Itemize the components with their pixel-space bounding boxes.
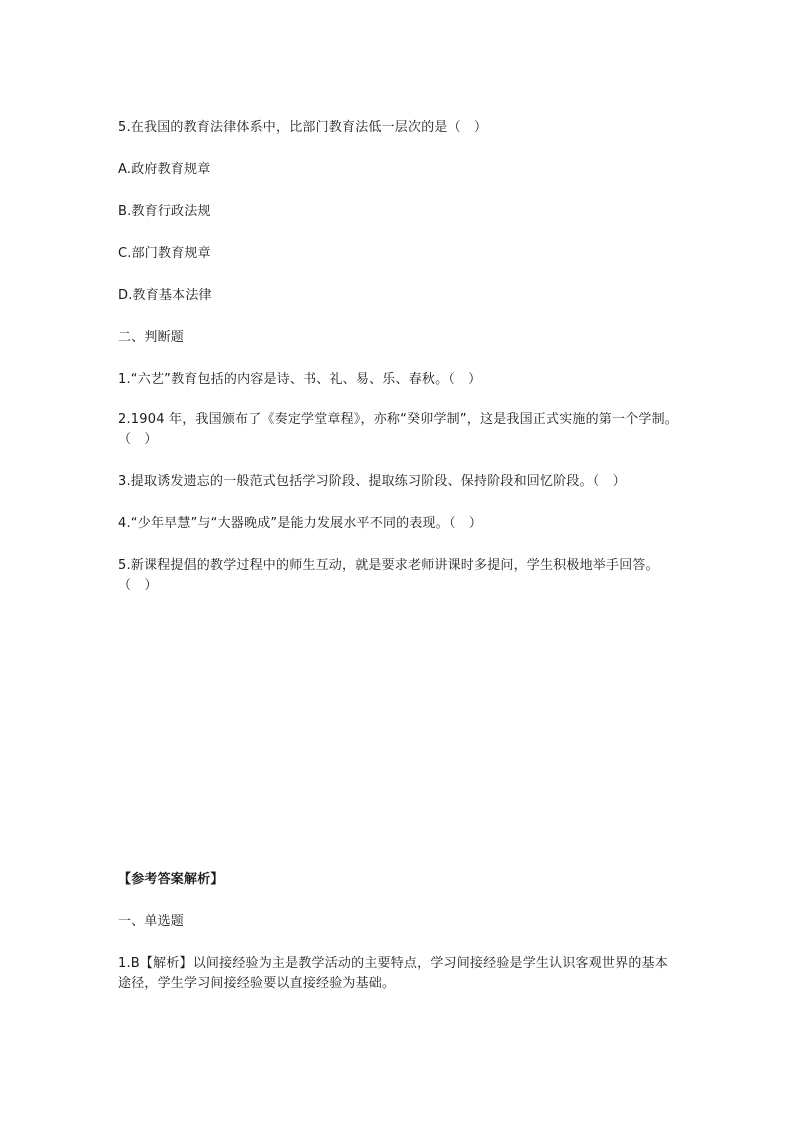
answers-section-single: 一、单选题 <box>118 914 185 929</box>
judge-item-5: 5.新课程提倡的教学过程中的师生互动，就是要求老师讲课时多提问，学生积极地举手回答。（ ） <box>118 558 659 593</box>
section-heading-judge: 二、判断题 <box>118 330 185 345</box>
option-a: A.政府教育规章 <box>118 162 211 177</box>
option-d: D.教育基本法律 <box>118 288 212 303</box>
option-c: C.部门教育规章 <box>118 246 211 261</box>
question-5-stem: 5.在我国的教育法律体系中，比部门教育法低一层次的是（ ） <box>118 120 488 135</box>
judge-item-3: 3.提取诱发遗忘的一般范式包括学习阶段、提取练习阶段、保持阶段和回忆阶段。（ ） <box>118 474 626 489</box>
option-b: B.教育行政法规 <box>118 204 211 219</box>
answer-item-1: 1.B【解析】以间接经验为主是教学活动的主要特点，学习间接经验是学生认识客观世界的基本途径，学生学习间接经验要以直接经验为基础。 <box>118 956 668 991</box>
judge-item-4: 4.“少年早慧”与“大器晚成”是能力发展水平不同的表现。（ ） <box>118 516 483 531</box>
judge-item-1: 1.“六艺”教育包括的内容是诗、书、礼、易、乐、春秋。（ ） <box>118 372 482 387</box>
answers-title: 【参考答案解析】 <box>118 872 224 887</box>
judge-item-2: 2.1904 年，我国颁布了《奏定学堂章程》，亦称“癸卯学制”，这是我国正式实施的第一个学制。（ ） <box>118 412 678 447</box>
